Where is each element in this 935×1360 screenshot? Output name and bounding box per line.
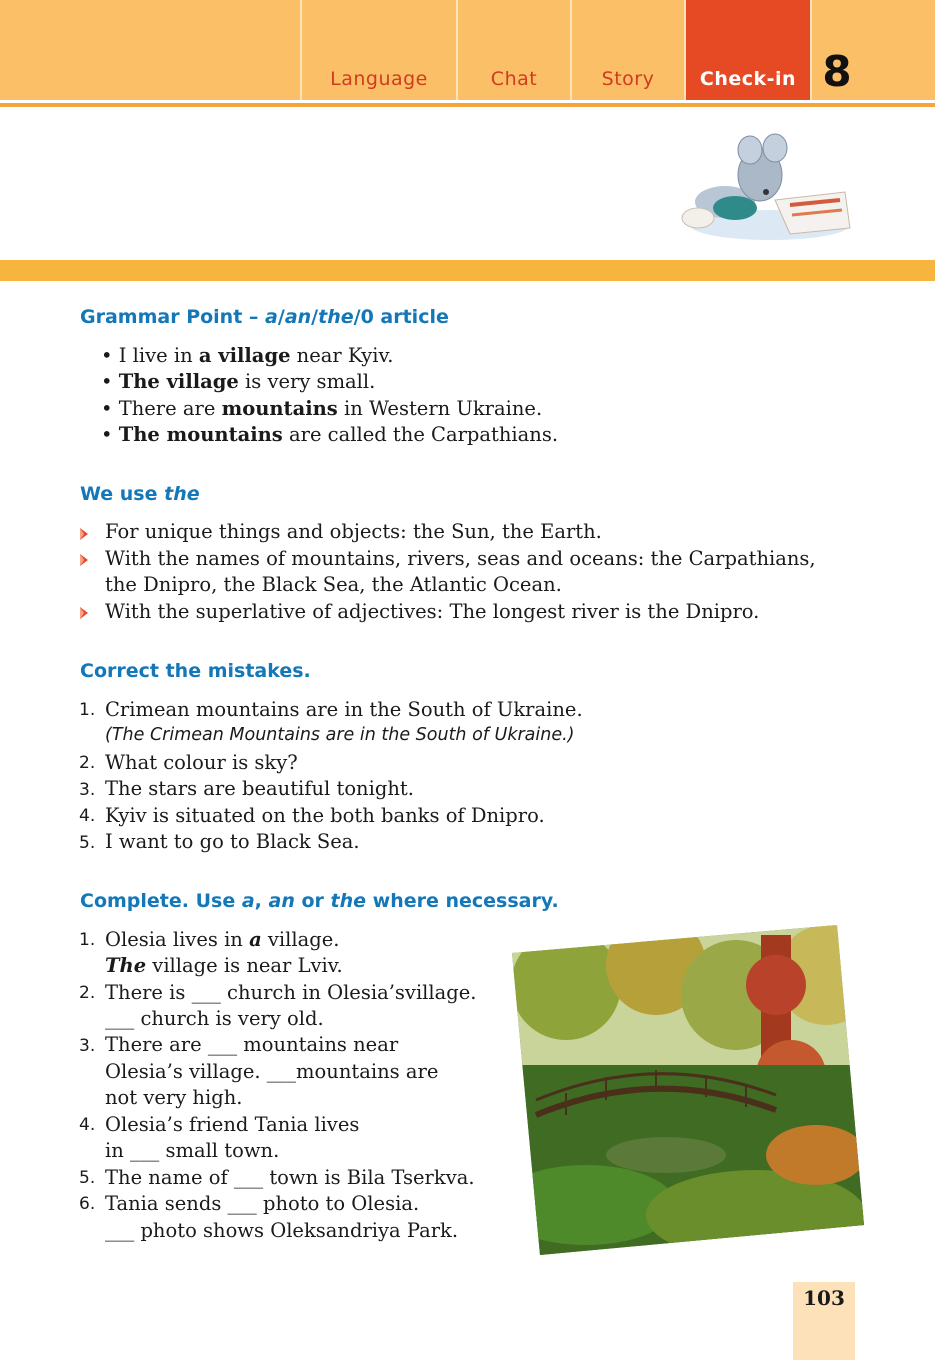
example-answer: (The Crimean Mountains are in the South of Ukraine.) xyxy=(105,725,575,745)
complete-item: There is ___ church in Olesia’svillage. xyxy=(105,981,477,1004)
park-bridge-photo xyxy=(506,925,866,1255)
correct-item: Kyiv is situated on the both banks of Dnipro. xyxy=(105,804,545,827)
item-number: 3. xyxy=(79,780,96,800)
grammar-point-heading: Grammar Point – a/an/the/0 article xyxy=(80,306,449,328)
tab-story-label: Story xyxy=(601,68,655,90)
complete-the: the xyxy=(330,890,367,912)
item-number: 1. xyxy=(79,700,96,720)
item-number: 1. xyxy=(79,930,96,950)
heading-the: the xyxy=(318,306,354,328)
bullet: • xyxy=(101,423,119,446)
complete-item-continued: ___ photo shows Oleksandriya Park. xyxy=(105,1219,459,1242)
complete-item xyxy=(105,928,339,951)
example-text: There are xyxy=(118,397,222,420)
complete-prefix: Complete. Use xyxy=(80,890,242,912)
we-use-item: With the superlative of adjectives: The longest river is the Dnipro. xyxy=(105,600,760,623)
correct-item: Crimean mountains are in the South of Ukraine. xyxy=(105,698,583,721)
tab-chat-label: Chat xyxy=(490,68,538,90)
complete-item-continued: in ___ small town. xyxy=(105,1139,280,1162)
complete-or: or xyxy=(294,890,331,912)
tab-check-in[interactable] xyxy=(684,0,810,100)
complete-suffix: where necessary. xyxy=(366,890,559,912)
arrow-bullet-icon xyxy=(79,553,89,567)
example-text: near Kyiv. xyxy=(290,344,394,367)
mouse-mascot-illustration xyxy=(680,130,855,245)
bullet: • xyxy=(101,344,119,367)
complete-text: village. xyxy=(261,928,340,951)
example-text: are called the Carpathians. xyxy=(282,423,559,446)
heading-prefix: Grammar Point – xyxy=(80,306,266,328)
tab-language[interactable] xyxy=(300,0,456,100)
item-number: 5. xyxy=(79,1168,96,1188)
complete-item-continued: ___ church is very old. xyxy=(105,1007,324,1030)
bullet: • xyxy=(101,370,119,393)
we-use-prefix: We use xyxy=(80,483,165,505)
example-bold: a village xyxy=(198,344,291,367)
complete-item-continued xyxy=(105,954,343,977)
heading-a: a xyxy=(265,306,278,328)
complete-item-continued: Olesia’s village. ___mountains are xyxy=(105,1060,439,1083)
example-line xyxy=(101,397,542,420)
arrow-bullet-icon xyxy=(79,606,89,620)
complete-item: The name of ___ town is Bila Tserkva. xyxy=(105,1166,475,1189)
item-number: 4. xyxy=(79,1115,96,1135)
answer-the: The xyxy=(105,954,147,977)
complete-sep: , xyxy=(254,890,269,912)
answer-a: a xyxy=(249,928,262,951)
complete-item: There are ___ mountains near xyxy=(105,1033,399,1056)
page-number: 103 xyxy=(803,1286,845,1310)
example-line xyxy=(101,344,393,367)
complete-text: village is near Lviv. xyxy=(146,954,343,977)
correct-mistakes-heading: Correct the mistakes. xyxy=(80,660,311,682)
example-text: I live in xyxy=(118,344,199,367)
arrow-bullet-icon xyxy=(79,527,89,541)
correct-item: What colour is sky? xyxy=(105,751,298,774)
complete-an: an xyxy=(268,890,295,912)
chapter-number: 8 xyxy=(810,0,862,100)
complete-text: Olesia lives in xyxy=(105,928,250,951)
example-line xyxy=(101,370,375,393)
example-text: in Western Ukraine. xyxy=(337,397,543,420)
tab-story[interactable] xyxy=(570,0,684,100)
item-number: 2. xyxy=(79,983,96,1003)
item-number: 3. xyxy=(79,1036,96,1056)
correct-item: The stars are beautiful tonight. xyxy=(105,777,414,800)
example-line xyxy=(101,423,558,446)
item-number: 2. xyxy=(79,753,96,773)
section-band xyxy=(0,260,935,281)
we-use-item: With the names of mountains, rivers, seas and oceans: the Carpathians, xyxy=(105,547,816,570)
tab-language-label: Language xyxy=(330,68,428,90)
we-use-the: the xyxy=(164,483,200,505)
example-bold: The village xyxy=(118,370,239,393)
complete-a: a xyxy=(241,890,255,912)
complete-item: Olesia’s friend Tania lives xyxy=(105,1113,360,1136)
tab-chat[interactable] xyxy=(456,0,570,100)
tab-check-in-label: Check-in xyxy=(699,68,797,90)
example-bold: mountains xyxy=(221,397,338,420)
item-number: 4. xyxy=(79,806,96,826)
item-number: 5. xyxy=(79,833,96,853)
item-number: 6. xyxy=(79,1194,96,1214)
correct-item: I want to go to Black Sea. xyxy=(105,830,360,853)
heading-suffix: 0 article xyxy=(360,306,449,328)
bullet: • xyxy=(101,397,119,420)
example-text: is very small. xyxy=(238,370,376,393)
complete-item-continued: not very high. xyxy=(105,1086,243,1109)
we-use-heading xyxy=(80,483,200,505)
example-bold: The mountains xyxy=(118,423,283,446)
we-use-item: For unique things and objects: the Sun, the Earth. xyxy=(105,520,602,543)
header-divider xyxy=(0,103,935,107)
complete-item: Tania sends ___ photo to Olesia. xyxy=(105,1192,420,1215)
we-use-item-continued: the Dnipro, the Black Sea, the Atlantic Ocean. xyxy=(105,573,562,596)
heading-an: an xyxy=(284,306,312,328)
complete-heading xyxy=(80,890,559,912)
